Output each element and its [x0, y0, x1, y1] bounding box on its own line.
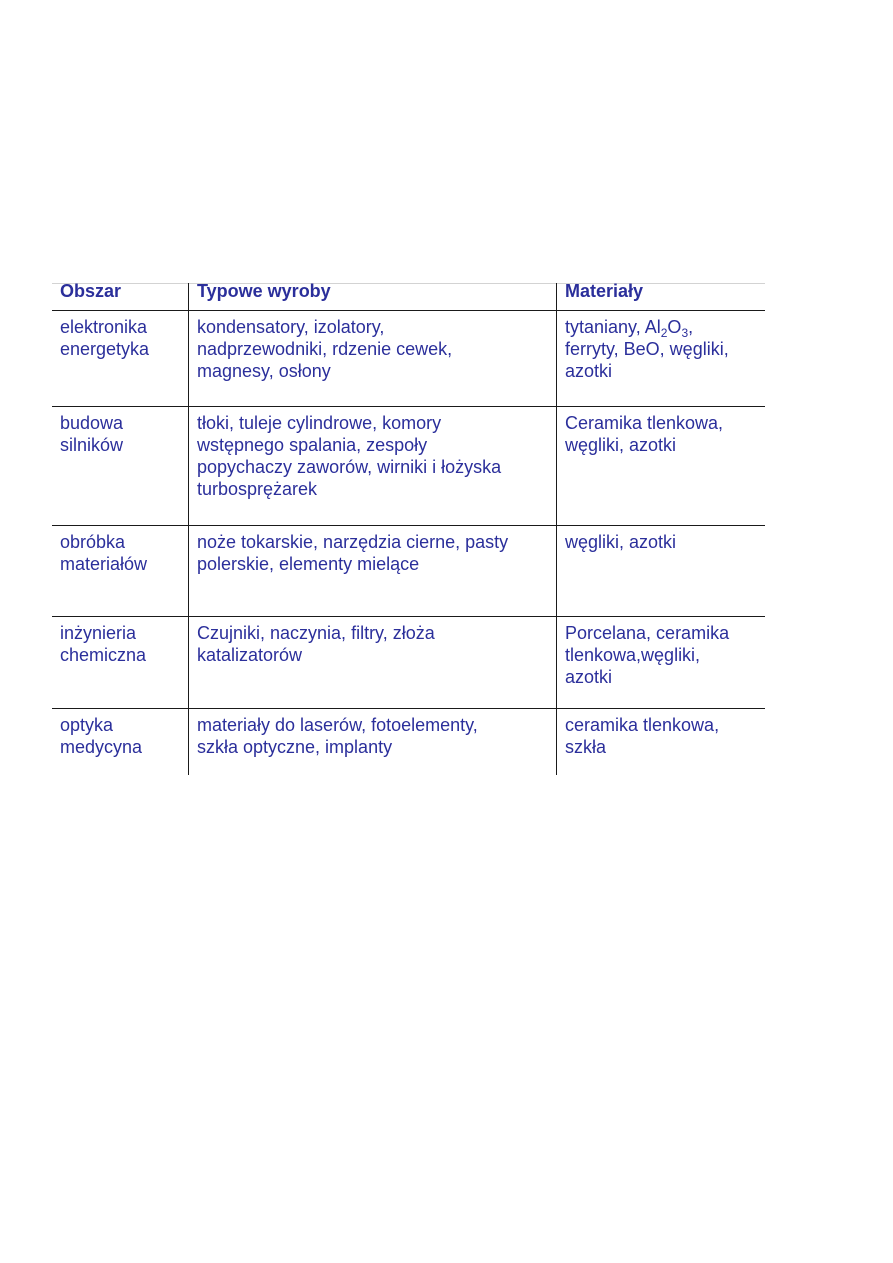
row-wyroby: materiały do laserów, fotoelementy, szkła optyczne, implanty: [197, 715, 478, 757]
row-wyroby: Czujniki, naczynia, filtry, złoża katalizatorów: [197, 623, 435, 665]
row-wyroby: tłoki, tuleje cylindrowe, komory wstępnego spalania, zespoły popychaczy zaworów, wirniki i łożyska turbosprężarek: [197, 413, 502, 499]
header-obszar: Obszar: [60, 281, 122, 301]
row-materialy: ceramika tlenkowa, szkła: [565, 715, 720, 757]
row-divider: [52, 616, 765, 617]
header-materialy: Materiały: [565, 281, 644, 301]
row-materialy: Ceramika tlenkowa, węgliki, azotki: [565, 413, 724, 455]
row-obszar: budowa silników: [60, 413, 124, 455]
row-obszar: inżynieria chemiczna: [60, 623, 147, 665]
row-obszar: optyka medycyna: [60, 715, 143, 757]
header-typowe-wyroby: Typowe wyroby: [197, 281, 331, 301]
row-divider: [52, 406, 765, 407]
row-materialy: Porcelana, ceramika tlenkowa,węgliki, azotki: [565, 623, 730, 687]
row-obszar: obróbka materiałów: [60, 532, 148, 574]
row-divider: [52, 310, 765, 311]
applications-table: [52, 283, 765, 775]
row-wyroby: noże tokarskie, narzędzia cierne, pasty polerskie, elementy mielące: [197, 532, 509, 574]
row-divider: [52, 525, 765, 526]
row-materialy: węgliki, azotki: [565, 532, 677, 552]
row-wyroby: kondensatory, izolatory, nadprzewodniki, rdzenie cewek, magnesy, osłony: [197, 317, 453, 381]
row-materialy: tytaniany, $Al_2O_3$, ferryty, BeO, węgliki, azotki: [565, 317, 729, 381]
row-obszar: elektronika energetyka: [60, 317, 150, 359]
row-divider: [52, 708, 765, 709]
column-divider: [188, 283, 189, 775]
